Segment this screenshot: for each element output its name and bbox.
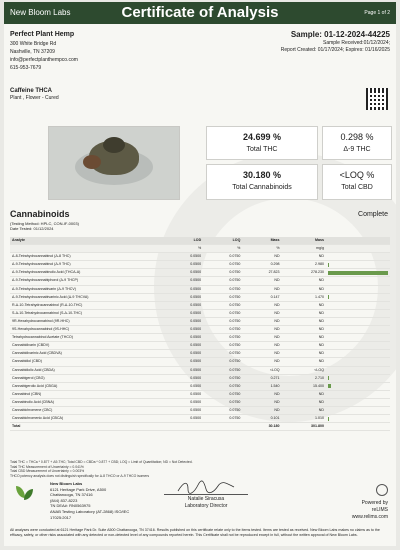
mass-mg-cell: 1.010 xyxy=(282,415,326,423)
brand-name: New Bloom Labs xyxy=(10,8,70,17)
mass-mg-cell: ND xyxy=(282,301,326,309)
lod-cell: 0.0500 xyxy=(164,382,203,390)
section-title: Cannabinoids xyxy=(10,209,70,219)
table-header-row xyxy=(10,237,390,245)
client-address1: 300 White Bridge Rd xyxy=(10,40,78,48)
bar-cell xyxy=(326,415,390,423)
bar-cell xyxy=(326,293,390,301)
powered-label: Powered by xyxy=(352,500,388,507)
loq-cell: 0.0750 xyxy=(203,326,242,334)
sample-received: Sample Received:01/12/2024; xyxy=(281,40,390,47)
bar-cell xyxy=(326,277,390,285)
bar-cell xyxy=(326,309,390,317)
empty-cell xyxy=(164,423,203,431)
document-title: Certificate of Analysis xyxy=(4,4,396,21)
unit-cell xyxy=(326,245,390,253)
analyte-cell: Δ-8-Tetrahydrocannabinol (Δ-8 THC) xyxy=(10,253,164,261)
bar-cell xyxy=(326,269,390,277)
lod-cell: 0.0500 xyxy=(164,374,203,382)
bar-cell xyxy=(326,390,390,398)
analyte-cell: Tetrahydrocannabinol Acetate (THCO) xyxy=(10,334,164,342)
mass-mg-cell: ND xyxy=(282,309,326,317)
table-row xyxy=(10,406,390,414)
lod-cell: 0.0500 xyxy=(164,301,203,309)
loq-cell: 0.0750 xyxy=(203,415,242,423)
lod-cell: 0.0500 xyxy=(164,269,203,277)
kpi-label: Total CBD xyxy=(323,184,391,191)
mass-pct-cell: ND xyxy=(242,334,281,342)
signer-name: Natalie Siracusa xyxy=(164,496,248,503)
unit-cell: % xyxy=(164,245,203,253)
mass-pct-cell: ND xyxy=(242,342,281,350)
table-unit-row xyxy=(10,245,390,253)
mass-mg-cell: <LOQ xyxy=(282,366,326,374)
col-header: LOD xyxy=(164,237,203,245)
bar-cell xyxy=(326,326,390,334)
lod-cell: 0.0500 xyxy=(164,406,203,414)
bar-cell xyxy=(326,398,390,406)
mass-pct-cell: 0.271 xyxy=(242,374,281,382)
lod-cell: 0.0500 xyxy=(164,261,203,269)
client-phone: 615-953-7679 xyxy=(10,64,78,72)
mass-mg-cell: 2.980 xyxy=(282,261,326,269)
mass-pct-cell: ND xyxy=(242,277,281,285)
loq-cell: 0.0750 xyxy=(203,350,242,358)
mass-pct-cell: ND xyxy=(242,309,281,317)
analyte-cell: Δ-9-Tetrahydrocannabinol (Δ-9 THC) xyxy=(10,261,164,269)
note-line: THCO potency analysis does not distinguish specifically for Δ-8 THCO or Δ-9 THCO isomers xyxy=(10,474,193,479)
bar-cell xyxy=(326,350,390,358)
kpi-label: Δ-9 THC xyxy=(323,146,391,153)
loq-cell: 0.0750 xyxy=(203,390,242,398)
mass-mg-cell: ND xyxy=(282,334,326,342)
total-pct: 30.180 xyxy=(242,423,281,431)
kpi-value: <LOQ % xyxy=(323,170,391,180)
mass-pct-cell: <LOQ xyxy=(242,366,281,374)
analyte-cell: Cannabichromenic Acid (CBCA) xyxy=(10,415,164,423)
table-row xyxy=(10,334,390,342)
lod-cell: 0.0500 xyxy=(164,342,203,350)
address-line: ANAB Testing Laboratory (AT-2868) ISO/IEC xyxy=(50,509,129,515)
bar-cell xyxy=(326,253,390,261)
sample-id: Sample: 01-12-2024-44225 xyxy=(281,31,390,38)
address-line: Chattanooga, TN 37416 xyxy=(50,492,129,498)
mass-mg-cell: ND xyxy=(282,398,326,406)
relims-logo-icon xyxy=(376,484,388,496)
analyte-cell: Δ-9-Tetrahydrocannabinolic Acid (THCA-A) xyxy=(10,269,164,277)
date-tested: Date Tested: 01/12/2024 xyxy=(10,226,79,231)
flower-shape xyxy=(103,137,125,153)
mass-mg-cell: ND xyxy=(282,317,326,325)
empty-cell xyxy=(203,423,242,431)
table-row xyxy=(10,358,390,366)
page-number: Page 1 of 2 xyxy=(364,10,390,16)
total-label: Total xyxy=(10,423,164,431)
analyte-cell: S-Δ-10-Tetrahydrocannabinol (S-Δ-10-THC) xyxy=(10,309,164,317)
concentration-bar xyxy=(328,263,329,267)
kpi-total-cbd xyxy=(322,164,392,200)
lab-name: New Bloom Labs xyxy=(50,481,129,487)
col-header: Analyte xyxy=(10,237,164,245)
table-row xyxy=(10,350,390,358)
table-row xyxy=(10,374,390,382)
table-row xyxy=(10,301,390,309)
col-header: LOQ xyxy=(203,237,242,245)
total-mg: 301.800 xyxy=(282,423,326,431)
analyte-cell: Cannabidiol (CBD) xyxy=(10,358,164,366)
lod-cell: 0.0500 xyxy=(164,317,203,325)
product-info xyxy=(10,88,59,102)
table-row xyxy=(10,277,390,285)
loq-cell: 0.0750 xyxy=(203,358,242,366)
concentration-bar xyxy=(328,384,331,388)
bar-cell xyxy=(326,317,390,325)
note-line: Total THC = THCa * 0.877 + Δ9-THC; Total CBD = CBDa * 0.877 + CBD; LOQ = Limit of Quantitation; ND = Not Detected. xyxy=(10,460,193,465)
lod-cell: 0.0500 xyxy=(164,350,203,358)
lab-logo-icon xyxy=(10,484,40,506)
loq-cell: 0.0750 xyxy=(203,309,242,317)
lod-cell: 0.0500 xyxy=(164,334,203,342)
concentration-bar xyxy=(328,271,388,275)
mass-pct-cell: ND xyxy=(242,390,281,398)
loq-cell: 0.0750 xyxy=(203,382,242,390)
kpi-value: 24.699 % xyxy=(207,132,317,142)
address-line: (844) 837-8223 xyxy=(50,498,129,504)
analyte-cell: Cannabidivarin (CBDV) xyxy=(10,342,164,350)
kpi-label: Total Cannabinoids xyxy=(207,184,317,191)
bar-cell xyxy=(326,342,390,350)
disclaimer-text: All analyses were conducted at 6121 Heritage Park Dr. Suite A500 Chattanooga, TN 37416. Results published on this certificate relate only to the items tested. Items are tested as received. New Bloom Labs makes no claims as to the efficacy, safety, or other risks associated with any detected or non-detected level of any compounds reported herein. This Certificate shall not be reproduced except in full, without the written approval of New Bloom Labs. xyxy=(10,528,390,537)
lod-cell: 0.0500 xyxy=(164,293,203,301)
mass-pct-cell: ND xyxy=(242,350,281,358)
analyte-cell: Cannabigerol (CBG) xyxy=(10,374,164,382)
loq-cell: 0.0750 xyxy=(203,277,242,285)
mass-pct-cell: 27.823 xyxy=(242,269,281,277)
analyte-cell: Cannabidiolic Acid (CBDA) xyxy=(10,366,164,374)
mass-pct-cell: 0.147 xyxy=(242,293,281,301)
mass-pct-cell: ND xyxy=(242,398,281,406)
signature-line xyxy=(164,494,248,495)
bar-cell xyxy=(326,301,390,309)
section-meta xyxy=(10,221,79,231)
mass-pct-cell: ND xyxy=(242,253,281,261)
concentration-bar xyxy=(328,376,329,380)
mass-mg-cell: ND xyxy=(282,253,326,261)
loq-cell: 0.0750 xyxy=(203,269,242,277)
lod-cell: 0.0500 xyxy=(164,398,203,406)
note-line: Total THC Measurement of Uncertainty = 0.041% xyxy=(10,465,193,470)
analyte-cell: Cannabichromene (CBC) xyxy=(10,406,164,414)
mass-pct-cell: ND xyxy=(242,285,281,293)
mass-mg-cell: ND xyxy=(282,285,326,293)
table-row xyxy=(10,317,390,325)
mass-mg-cell: ND xyxy=(282,342,326,350)
analyte-cell: 9R-Hexahydrocannabinol (9R-HHC) xyxy=(10,317,164,325)
lod-cell: 0.0500 xyxy=(164,326,203,334)
mass-mg-cell: ND xyxy=(282,358,326,366)
unit-cell: % xyxy=(203,245,242,253)
mass-mg-cell: ND xyxy=(282,277,326,285)
bar-cell xyxy=(326,261,390,269)
empty-cell xyxy=(326,423,390,431)
bar-cell xyxy=(326,285,390,293)
table-row xyxy=(10,415,390,423)
analyte-cell: Cannabinol (CBN) xyxy=(10,390,164,398)
loq-cell: 0.0750 xyxy=(203,253,242,261)
analyte-cell: 9S-Hexahydrocannabinol (9S-HHC) xyxy=(10,326,164,334)
lod-cell: 0.0500 xyxy=(164,415,203,423)
analyte-cell: Cannabigerolic Acid (CBGA) xyxy=(10,382,164,390)
kpi-delta9-thc xyxy=(322,126,392,160)
unit-cell: % xyxy=(242,245,281,253)
bar-cell xyxy=(326,358,390,366)
signer-title: Laboratory Director xyxy=(164,503,248,510)
sample-info xyxy=(281,31,390,54)
mass-pct-cell: 1.540 xyxy=(242,382,281,390)
mass-pct-cell: 0.101 xyxy=(242,415,281,423)
client-name: Perfect Plant Hemp xyxy=(10,31,78,39)
table-row xyxy=(10,342,390,350)
mass-mg-cell: ND xyxy=(282,406,326,414)
kpi-total-cannabinoids xyxy=(206,164,318,200)
table-row xyxy=(10,253,390,261)
powered-url[interactable]: www.relims.com xyxy=(352,514,388,521)
loq-cell: 0.0750 xyxy=(203,342,242,350)
mass-pct-cell: ND xyxy=(242,358,281,366)
sample-photo xyxy=(48,126,180,200)
kpi-value: 30.180 % xyxy=(207,170,317,180)
col-header: Mass xyxy=(282,237,326,245)
lod-cell: 0.0500 xyxy=(164,285,203,293)
lod-cell: 0.0500 xyxy=(164,366,203,374)
loq-cell: 0.0750 xyxy=(203,334,242,342)
analyte-cell: Cannabinolic Acid (CBNA) xyxy=(10,398,164,406)
lab-address xyxy=(50,481,129,520)
product-type: Plant , Flower - Cured xyxy=(10,95,59,102)
address-line: 6121 Heritage Park Drive, A500 xyxy=(50,487,129,493)
bar-cell xyxy=(326,366,390,374)
kpi-label: Total THC xyxy=(207,146,317,153)
table-row xyxy=(10,326,390,334)
lod-cell: 0.0500 xyxy=(164,309,203,317)
analyte-cell: Cannabidivarinic Acid (CBDVA) xyxy=(10,350,164,358)
mass-pct-cell: 0.298 xyxy=(242,261,281,269)
powered-brand: reLIMS xyxy=(352,507,388,514)
mass-pct-cell: ND xyxy=(242,317,281,325)
signer-block xyxy=(164,496,248,510)
loq-cell: 0.0750 xyxy=(203,366,242,374)
address-line: TN DEA#: RN0563975 xyxy=(50,503,129,509)
loq-cell: 0.0750 xyxy=(203,317,242,325)
flower-shape xyxy=(83,155,101,169)
table-row xyxy=(10,309,390,317)
mass-mg-cell: 2.710 xyxy=(282,374,326,382)
table-row xyxy=(10,398,390,406)
lod-cell: 0.0500 xyxy=(164,358,203,366)
table-notes xyxy=(10,460,193,478)
kpi-value: 0.298 % xyxy=(323,132,391,142)
signature-icon xyxy=(176,480,236,494)
analyte-cell: Δ-9-Tetrahydrocannabiphorol (Δ-9 THCP) xyxy=(10,277,164,285)
table-row xyxy=(10,382,390,390)
loq-cell: 0.0750 xyxy=(203,261,242,269)
table-row xyxy=(10,366,390,374)
mass-pct-cell: ND xyxy=(242,406,281,414)
kpi-total-thc xyxy=(206,126,318,160)
coa-page xyxy=(4,2,396,546)
table-row xyxy=(10,390,390,398)
unit-cell xyxy=(10,245,164,253)
powered-by xyxy=(352,484,388,521)
note-line: Total CBD Measurement of Uncertainty = 0.003% xyxy=(10,469,193,474)
bar-cell xyxy=(326,334,390,342)
lod-cell: 0.0500 xyxy=(164,253,203,261)
analyte-cell: Δ-9-Tetrahydrocannabivarinic Acid (Δ-9 THCVA) xyxy=(10,293,164,301)
bar-cell xyxy=(326,382,390,390)
analyte-cell: R-Δ-10-Tetrahydrocannabinol (R-Δ-10-THC) xyxy=(10,301,164,309)
mass-mg-cell: ND xyxy=(282,326,326,334)
loq-cell: 0.0750 xyxy=(203,293,242,301)
mass-mg-cell: 15.400 xyxy=(282,382,326,390)
total-row xyxy=(10,423,390,431)
loq-cell: 0.0750 xyxy=(203,406,242,414)
table-row xyxy=(10,261,390,269)
client-address2: Nashville, TN 37209 xyxy=(10,48,78,56)
testing-method: (Testing Method: HPLC, CON-IF-0003) xyxy=(10,221,79,226)
lod-cell: 0.0500 xyxy=(164,277,203,285)
sample-dates: Report Created: 01/17/2024; Expires: 01/16/2025 xyxy=(281,47,390,54)
loq-cell: 0.0750 xyxy=(203,301,242,309)
product-name: Caffeine THCA xyxy=(10,88,59,95)
mass-mg-cell: ND xyxy=(282,390,326,398)
address-line: 17025:2017 xyxy=(50,515,129,521)
client-email: info@perfectplanthempco.com xyxy=(10,56,78,64)
bar-cell xyxy=(326,374,390,382)
table-row xyxy=(10,269,390,277)
mass-pct-cell: ND xyxy=(242,326,281,334)
lod-cell: 0.0500 xyxy=(164,390,203,398)
table-row xyxy=(10,285,390,293)
loq-cell: 0.0750 xyxy=(203,374,242,382)
loq-cell: 0.0750 xyxy=(203,285,242,293)
col-header: Mass xyxy=(242,237,281,245)
mass-mg-cell: ND xyxy=(282,350,326,358)
status-complete: Complete xyxy=(358,211,388,218)
analyte-cell: Δ-9-Tetrahydrocannabivarin (Δ-9 THCV) xyxy=(10,285,164,293)
unit-cell: mg/g xyxy=(282,245,326,253)
mass-mg-cell: 1.470 xyxy=(282,293,326,301)
col-header-bar xyxy=(326,237,390,245)
cannabinoid-table xyxy=(10,237,390,431)
loq-cell: 0.0750 xyxy=(203,398,242,406)
mass-mg-cell: 278.230 xyxy=(282,269,326,277)
bar-cell xyxy=(326,406,390,414)
qr-code-icon[interactable] xyxy=(366,88,388,110)
header-bar xyxy=(4,2,396,24)
leaf-shape xyxy=(24,489,33,500)
table-row xyxy=(10,293,390,301)
client-info xyxy=(10,31,78,72)
mass-pct-cell: ND xyxy=(242,301,281,309)
